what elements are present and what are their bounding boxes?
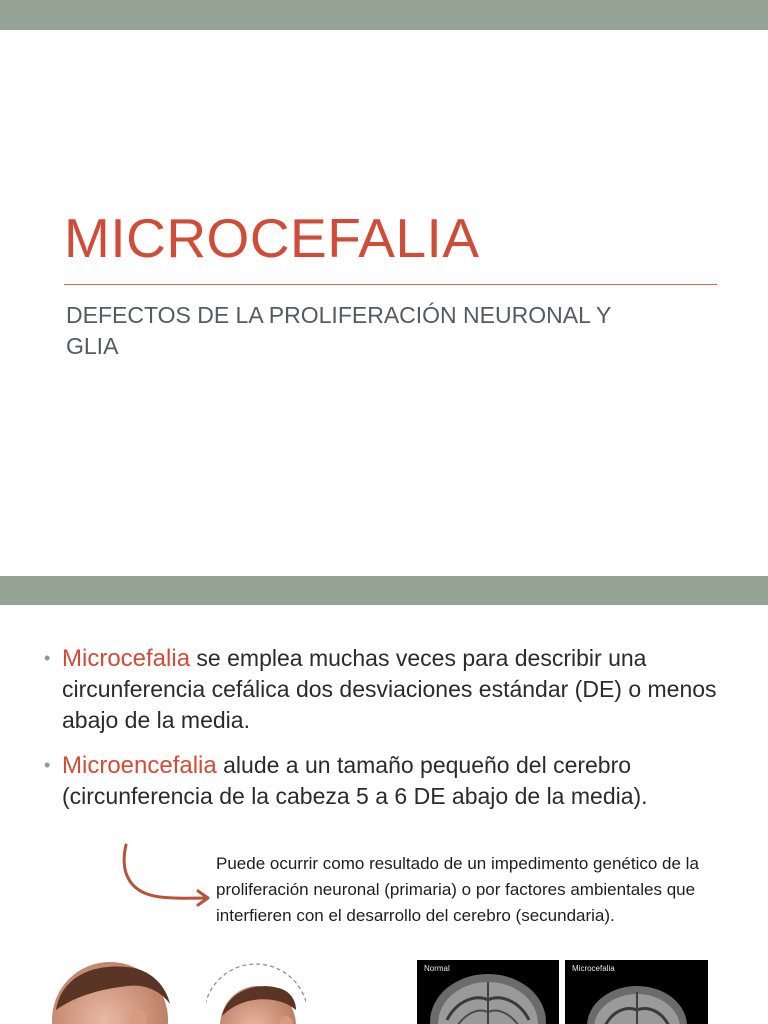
content-slide [0,605,768,1024]
cause-note: Puede ocurrir como resultado de un impedimento genético de la proliferación neuronal (primaria) o por factores ambientales que interfieren con el desarrollo del cerebro (secundaria). [216,854,699,925]
bullet-text: se emplea muchas veces para describir una circunferencia cefálica dos desviaciones estándar (DE) o menos abajo de la media. [62,645,717,733]
baby-head-illustration [48,960,178,1024]
top-divider-bar [0,0,768,30]
slide-subtitle: DEFECTOS DE LA PROLIFERACIÓN NEURONAL Y GLIA [66,302,611,359]
slide-title: MICROCEFALIA [64,207,480,269]
bullet-term: Microencefalia [62,752,217,779]
bullet-term: Microcefalia [62,645,191,672]
mri-label-normal: Normal [424,964,450,973]
bullet-dot-icon: • [44,755,51,775]
baby-head-microcephaly-illustration [206,960,306,1024]
bullet-dot-icon: • [44,648,51,668]
slide-divider-bar [0,576,768,605]
bullet-microcefalia [44,643,744,736]
curved-arrow-icon [118,841,218,911]
bullet-text: alude a un tamaño pequeño del cerebro (circunferencia de la cabeza 5 a 6 DE abajo de la media). [62,752,648,809]
mri-microcefalia-panel [565,960,708,1024]
bullet-list [44,643,744,812]
mri-label-microcefalia: Microcefalia [572,964,615,973]
bullet-microencefalia [44,750,744,812]
title-slide [0,30,768,576]
title-underline [64,284,717,285]
mri-normal-panel [417,960,559,1024]
